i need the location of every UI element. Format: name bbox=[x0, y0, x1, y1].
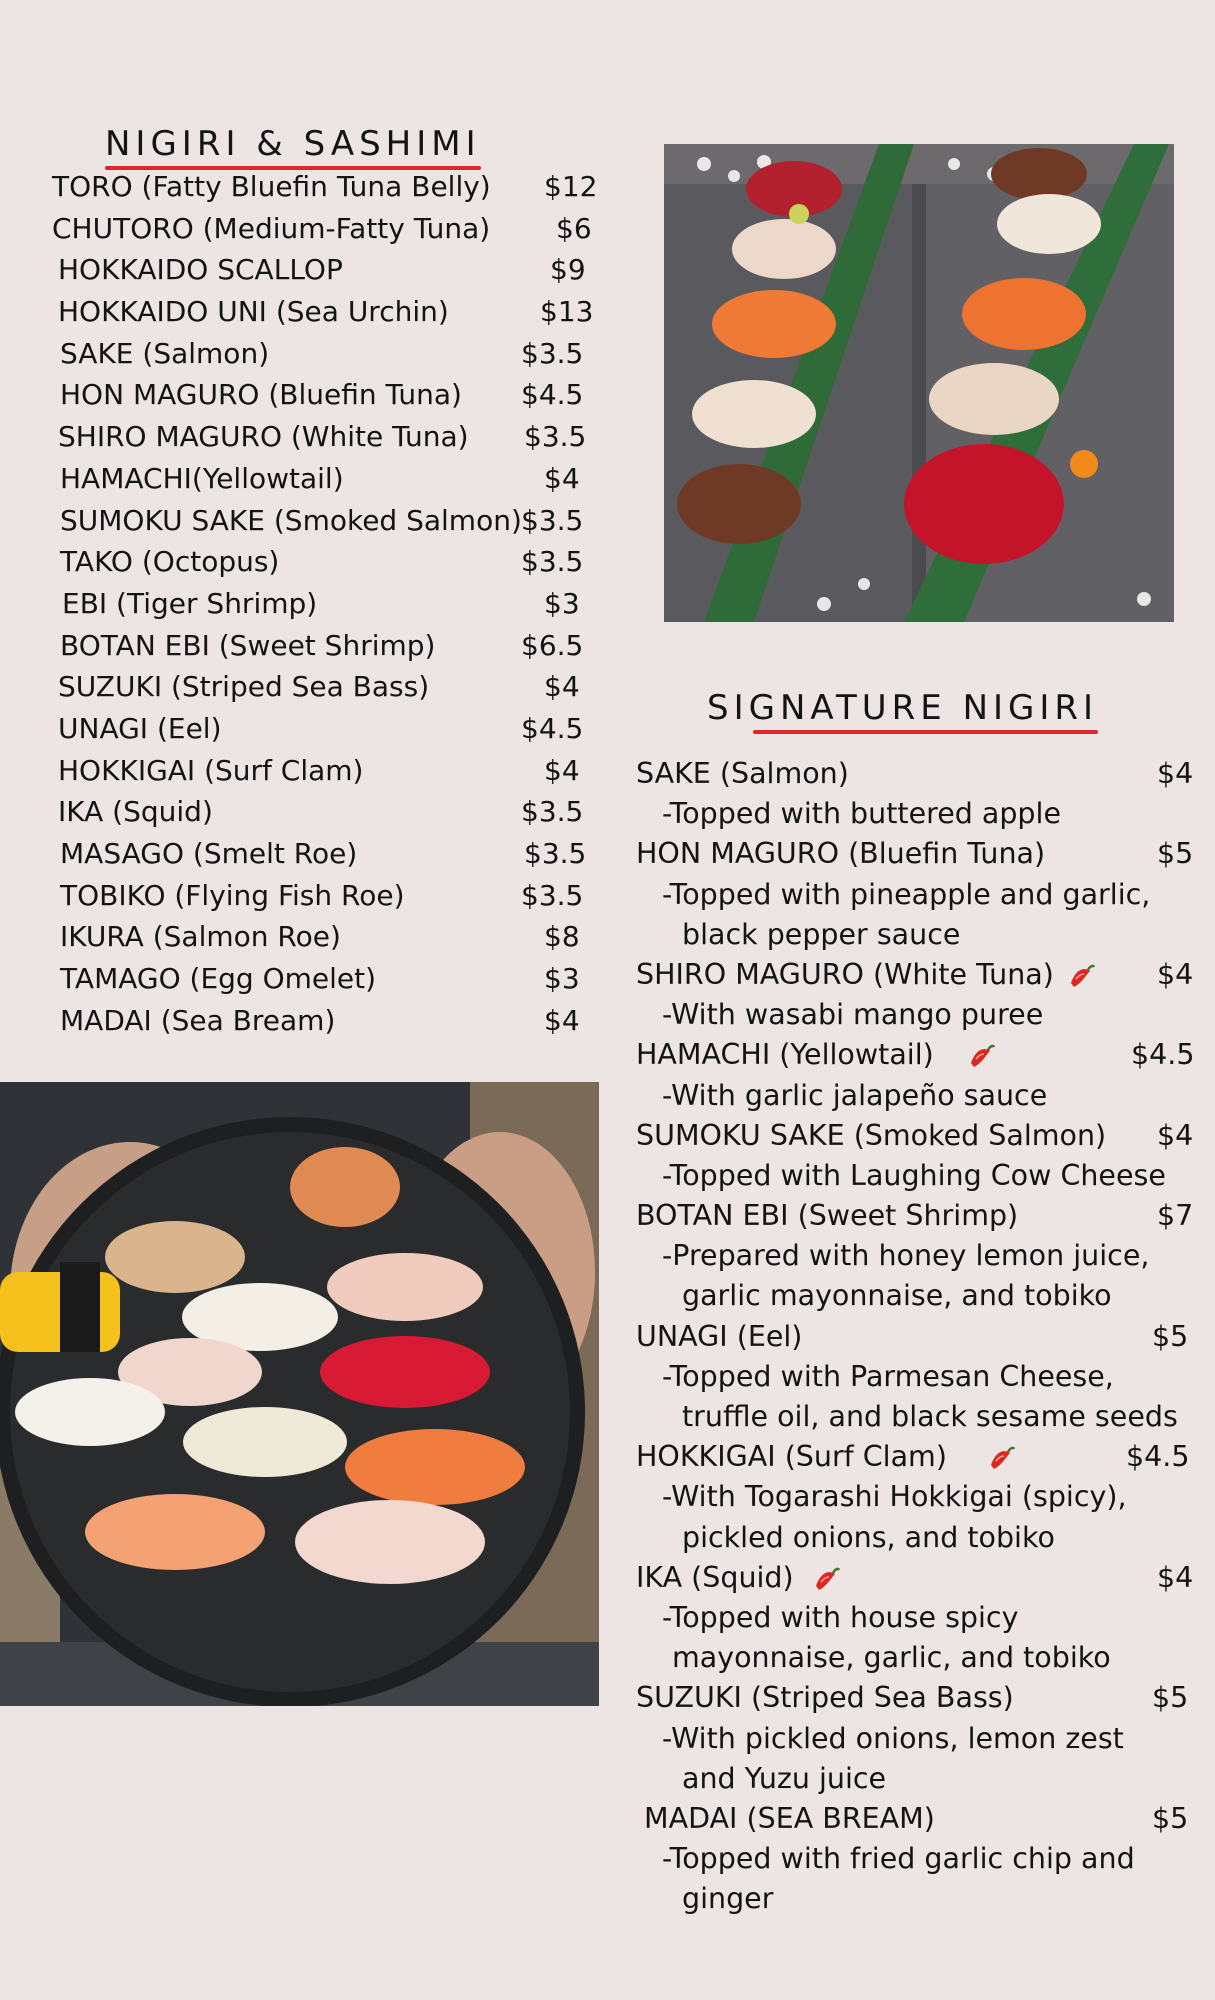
item-price: $9 bbox=[550, 253, 586, 287]
item-price: $3.5 bbox=[521, 503, 584, 537]
signature-item-header bbox=[636, 1678, 1201, 1718]
item-name: UNAGI (Eel) bbox=[636, 1319, 803, 1353]
item-name: HAMACHI (Yellowtail) bbox=[636, 1038, 934, 1072]
item-price: $4.5 bbox=[1131, 1038, 1195, 1072]
signature-item bbox=[636, 1558, 1201, 1679]
item-price: $4.5 bbox=[521, 378, 584, 412]
nigiri-item bbox=[52, 374, 592, 416]
item-description: -Topped with Parmesan Cheese, bbox=[662, 1359, 1114, 1393]
item-price: $5 bbox=[1152, 1681, 1189, 1715]
item-price: $4.5 bbox=[521, 711, 584, 745]
item-name: SUMOKU SAKE (Smoked Salmon) bbox=[636, 1118, 1107, 1152]
signature-nigiri-title: SIGNATURE NIGIRI bbox=[707, 688, 1099, 728]
nigiri-sashimi-title: NIGIRI & SASHIMI bbox=[105, 124, 481, 164]
item-description: -With pickled onions, lemon zest bbox=[662, 1721, 1124, 1755]
item-price: $4 bbox=[1157, 1560, 1194, 1594]
item-price: $12 bbox=[544, 170, 598, 203]
nigiri-item bbox=[52, 708, 592, 750]
item-name: CHUTORO (Medium-Fatty Tuna) bbox=[52, 211, 491, 245]
signature-nigiri-list bbox=[636, 754, 1201, 1919]
item-price: $3.5 bbox=[524, 420, 587, 454]
item-description: mayonnaise, garlic, and tobiko bbox=[672, 1641, 1111, 1675]
item-name: BOTAN EBI (Sweet Shrimp) bbox=[60, 628, 436, 662]
item-price: $4 bbox=[1157, 757, 1194, 790]
assorted-nigiri-photo bbox=[0, 1082, 599, 1706]
item-name: SUZUKI (Striped Sea Bass) bbox=[636, 1681, 1014, 1715]
signature-item-header bbox=[636, 754, 1201, 794]
item-description: -Prepared with honey lemon juice, bbox=[662, 1239, 1150, 1273]
item-description: -Topped with house spicy bbox=[662, 1600, 1019, 1634]
item-price: $5 bbox=[1152, 1319, 1189, 1353]
item-name: HOKKIGAI (Surf Clam) bbox=[636, 1440, 947, 1474]
signature-item bbox=[636, 754, 1201, 834]
nigiri-item bbox=[52, 666, 592, 708]
item-price: $6.5 bbox=[521, 628, 584, 662]
item-name: TORO (Fatty Bluefin Tuna Belly) bbox=[52, 170, 491, 203]
signature-item-header bbox=[636, 1196, 1201, 1236]
item-description: ginger bbox=[682, 1882, 774, 1916]
item-name: HON MAGURO (Bluefin Tuna) bbox=[636, 837, 1046, 871]
item-description: -With wasabi mango puree bbox=[662, 998, 1044, 1032]
nigiri-item bbox=[52, 500, 592, 542]
signature-item-header bbox=[636, 1317, 1201, 1357]
item-name: SHIRO MAGURO (White Tuna) bbox=[58, 420, 469, 454]
item-description: garlic mayonnaise, and tobiko bbox=[682, 1279, 1112, 1313]
item-price: $3 bbox=[544, 586, 580, 620]
nigiri-item bbox=[52, 583, 592, 625]
item-name: TOBIKO (Flying Fish Roe) bbox=[60, 878, 405, 912]
item-price: $4 bbox=[1157, 1118, 1194, 1152]
item-price: $4 bbox=[544, 1003, 580, 1037]
item-name: IKURA (Salmon Roe) bbox=[60, 920, 341, 954]
item-name: TAMAGO (Egg Omelet) bbox=[60, 962, 377, 996]
signature-item-header bbox=[636, 834, 1201, 874]
nigiri-item bbox=[52, 791, 592, 833]
signature-item bbox=[636, 1116, 1201, 1196]
nigiri-item bbox=[52, 249, 592, 291]
nigiri-item bbox=[52, 541, 592, 583]
signature-nigiri-photo bbox=[664, 144, 1174, 622]
nigiri-item bbox=[52, 750, 592, 792]
item-name: MADAI (Sea Bream) bbox=[60, 1003, 336, 1037]
item-price: $3.5 bbox=[524, 837, 587, 870]
item-price: $4.5 bbox=[1126, 1440, 1190, 1474]
signature-item-header bbox=[636, 1437, 1201, 1477]
item-description: -Topped with buttered apple bbox=[662, 797, 1061, 831]
chili-pepper-icon bbox=[1066, 961, 1096, 1002]
signature-item bbox=[636, 1196, 1201, 1317]
item-name: HAMACHI(Yellowtail) bbox=[60, 461, 344, 495]
item-name: BOTAN EBI (Sweet Shrimp) bbox=[636, 1199, 1019, 1233]
item-name: HON MAGURO (Bluefin Tuna) bbox=[60, 378, 462, 412]
signature-nigiri-heading bbox=[707, 688, 1098, 728]
item-description: -With garlic jalapeño sauce bbox=[662, 1078, 1048, 1112]
item-name: SAKE (Salmon) bbox=[60, 336, 270, 370]
item-description: -With Togarashi Hokkigai (spicy), bbox=[662, 1480, 1127, 1514]
signature-item bbox=[636, 1035, 1201, 1115]
item-description: and Yuzu juice bbox=[682, 1761, 887, 1795]
item-name: MADAI (SEA BREAM) bbox=[644, 1801, 935, 1835]
item-name: IKA (Squid) bbox=[58, 795, 213, 829]
item-name: TAKO (Octopus) bbox=[60, 545, 280, 579]
item-name: SHIRO MAGURO (White Tuna) bbox=[636, 957, 1054, 991]
nigiri-item bbox=[52, 166, 598, 208]
nigiri-sashimi-heading bbox=[105, 124, 481, 164]
nigiri-item bbox=[52, 416, 592, 458]
item-price: $6 bbox=[556, 211, 592, 245]
item-description: black pepper sauce bbox=[682, 917, 961, 951]
item-price: $3.5 bbox=[521, 336, 584, 370]
item-description: pickled onions, and tobiko bbox=[682, 1520, 1055, 1554]
item-price: $4 bbox=[544, 753, 580, 787]
signature-item-header bbox=[636, 1035, 1201, 1075]
signature-item bbox=[636, 1799, 1201, 1920]
signature-item bbox=[636, 955, 1201, 1035]
item-price: $13 bbox=[540, 295, 594, 329]
nigiri-item bbox=[52, 833, 592, 875]
item-price: $4 bbox=[544, 670, 580, 704]
nigiri-item bbox=[52, 1000, 592, 1042]
item-price: $3.5 bbox=[521, 545, 584, 579]
item-name: UNAGI (Eel) bbox=[58, 711, 222, 745]
item-price: $3.5 bbox=[521, 795, 584, 829]
item-price: $5 bbox=[1152, 1801, 1189, 1835]
nigiri-sashimi-list bbox=[52, 166, 598, 1041]
signature-item-header bbox=[636, 1558, 1201, 1598]
chili-pepper-icon bbox=[986, 1443, 1016, 1484]
item-price: $4 bbox=[1157, 957, 1194, 991]
item-price: $7 bbox=[1157, 1199, 1194, 1233]
signature-item bbox=[636, 1317, 1201, 1438]
item-price: $3 bbox=[544, 962, 580, 996]
signature-item bbox=[636, 1678, 1201, 1799]
item-price: $3.5 bbox=[521, 878, 584, 912]
item-description: -Topped with Laughing Cow Cheese bbox=[662, 1158, 1166, 1192]
nigiri-item bbox=[52, 875, 592, 917]
chili-pepper-icon bbox=[966, 1041, 996, 1082]
item-price: $4 bbox=[544, 461, 580, 495]
item-name: HOKKIGAI (Surf Clam) bbox=[58, 753, 364, 787]
item-description: truffle oil, and black sesame seeds bbox=[682, 1400, 1178, 1433]
heading-underline bbox=[753, 730, 1098, 734]
item-name: MASAGO (Smelt Roe) bbox=[60, 837, 358, 870]
item-name: HOKKAIDO UNI (Sea Urchin) bbox=[58, 295, 449, 329]
item-description: -Topped with fried garlic chip and bbox=[662, 1842, 1135, 1876]
item-price: $8 bbox=[544, 920, 580, 954]
signature-item-header bbox=[636, 1799, 1201, 1839]
signature-item-header bbox=[636, 1116, 1201, 1156]
nigiri-item bbox=[52, 958, 592, 1000]
signature-item bbox=[636, 1437, 1201, 1558]
item-name: SUMOKU SAKE (Smoked Salmon) bbox=[60, 503, 522, 537]
signature-item-header bbox=[636, 955, 1201, 995]
item-name: EBI (Tiger Shrimp) bbox=[62, 586, 318, 620]
item-price: $5 bbox=[1157, 837, 1194, 871]
nigiri-item bbox=[52, 916, 592, 958]
signature-item bbox=[636, 834, 1201, 955]
item-name: SAKE (Salmon) bbox=[636, 757, 849, 790]
nigiri-item bbox=[52, 625, 592, 667]
item-name: IKA (Squid) bbox=[636, 1560, 794, 1594]
chili-pepper-icon bbox=[811, 1564, 841, 1605]
nigiri-item bbox=[52, 333, 592, 375]
item-description: -Topped with pineapple and garlic, bbox=[662, 877, 1151, 911]
nigiri-item bbox=[52, 458, 592, 500]
item-name: SUZUKI (Striped Sea Bass) bbox=[58, 670, 430, 704]
nigiri-item bbox=[52, 291, 592, 333]
nigiri-item bbox=[52, 208, 592, 250]
item-name: HOKKAIDO SCALLOP bbox=[58, 253, 343, 287]
